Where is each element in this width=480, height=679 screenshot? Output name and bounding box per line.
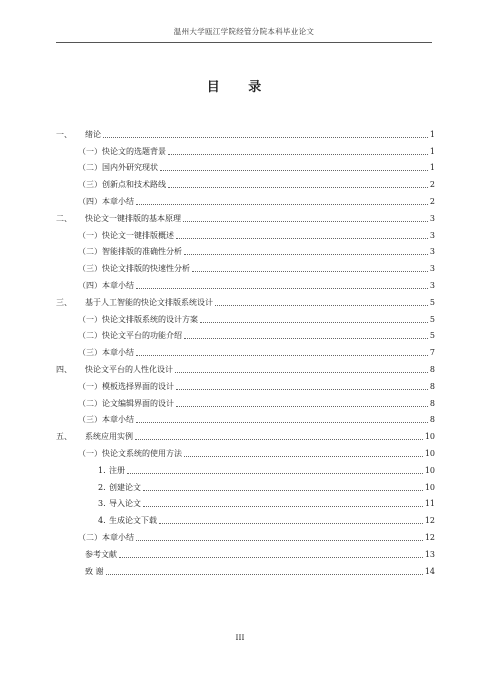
toc-entry	[56, 190, 435, 207]
toc-entry-title: （三）快论文排版的快速性分析	[78, 264, 190, 274]
toc-dot-leader	[136, 422, 428, 423]
page-number: III	[235, 633, 245, 642]
toc-entry	[56, 157, 435, 174]
toc-entry-page: 1	[429, 129, 435, 139]
toc-entry	[56, 392, 435, 409]
toc-dot-leader	[119, 557, 423, 558]
toc-entry	[56, 140, 435, 157]
toc-entry	[56, 224, 435, 241]
toc-entry-number: 三、	[56, 297, 72, 307]
toc-dot-leader	[106, 574, 423, 575]
toc-dot-leader	[184, 456, 423, 457]
toc-entry-page: 3	[429, 264, 435, 274]
toc-entry-page: 14	[424, 566, 435, 576]
toc-dot-leader	[127, 473, 423, 474]
toc-entry-number: 五、	[56, 432, 72, 442]
toc-entry	[56, 442, 435, 459]
toc-entry-number: 一、	[56, 129, 72, 139]
toc-dot-leader	[143, 506, 423, 507]
toc-entry-title: （三）创新点和技术路线	[78, 180, 166, 190]
toc-dot-leader	[183, 221, 428, 222]
toc-entry-number: 2.	[98, 482, 106, 492]
toc-entry-title: （二）智能排版的准确性分析	[78, 247, 182, 257]
toc-entry	[56, 173, 435, 190]
toc-entry-page: 7	[429, 348, 435, 358]
toc-entry-title: （四）本章小结	[78, 196, 134, 206]
toc-entry	[56, 375, 435, 392]
toc-dot-leader	[136, 355, 428, 356]
toc-entry-page: 5	[429, 331, 435, 341]
toc-entry-title: 参考文献	[85, 549, 117, 559]
toc-entry-number: 四、	[56, 364, 72, 374]
running-header: 温州大学瓯江学院经管分院本科毕业论文	[173, 27, 315, 36]
toc-entry-page: 13	[424, 549, 435, 559]
toc-entry-title: （二）本章小结	[78, 532, 134, 542]
toc-entry-page: 5	[429, 314, 435, 324]
toc-entry	[56, 560, 435, 577]
toc-entry-page: 5	[429, 297, 435, 307]
toc-dot-leader	[184, 338, 428, 339]
toc-entry	[56, 409, 435, 426]
toc-entry-page: 3	[429, 230, 435, 240]
toc-entry	[56, 493, 435, 510]
toc-entry-title: 快论文一键排版的基本原理	[85, 213, 181, 223]
toc-entry-number: 4.	[98, 516, 106, 526]
toc-entry-number: 1.	[98, 465, 106, 475]
toc-entry-page: 2	[429, 196, 435, 206]
toc-entry-title: 快论文平台的人性化设计	[85, 364, 173, 374]
toc-entry-page: 3	[429, 213, 435, 223]
toc-dot-leader	[136, 540, 423, 541]
toc-entry-page: 8	[429, 381, 435, 391]
toc-entry-page: 8	[429, 415, 435, 425]
header-rule	[56, 42, 432, 43]
toc-entry	[56, 207, 435, 224]
toc-entry-title: （四）本章小结	[78, 280, 134, 290]
toc-entry	[56, 425, 435, 442]
toc-entry-title: 注册	[109, 465, 125, 475]
toc-entry-page: 3	[429, 247, 435, 257]
toc-entry-number: 二、	[56, 213, 72, 223]
toc-dot-leader	[159, 523, 423, 524]
toc-entry-title: 系统应用实例	[85, 432, 133, 442]
toc-dot-leader	[192, 271, 428, 272]
toc-dot-leader	[168, 187, 428, 188]
toc-entry	[56, 123, 435, 140]
toc-title: 目 录	[206, 80, 274, 95]
toc-entry-page: 12	[424, 516, 435, 526]
toc-entry-page: 2	[429, 180, 435, 190]
toc-entry	[56, 459, 435, 476]
toc-entry-page: 12	[424, 532, 435, 542]
toc-entry	[56, 509, 435, 526]
toc-entry-page: 1	[429, 146, 435, 156]
toc-entry	[56, 543, 435, 560]
toc-entry-title: 绪论	[85, 129, 101, 139]
toc-dot-leader	[143, 490, 423, 491]
toc-entry	[56, 341, 435, 358]
toc-entry-title: （二）论文编辑界面的设计	[78, 398, 174, 408]
toc-dot-leader	[176, 389, 428, 390]
toc-entry-page: 10	[424, 465, 435, 475]
toc-entry	[56, 476, 435, 493]
toc-entry-title: （三）本章小结	[78, 348, 134, 358]
toc-dot-leader	[160, 170, 428, 171]
toc-entry-page: 10	[424, 448, 435, 458]
toc-entry	[56, 308, 435, 325]
toc-dot-leader	[136, 204, 428, 205]
toc-entry-page: 8	[429, 398, 435, 408]
toc-entry-title: （一）快论文排版系统的设计方案	[78, 314, 198, 324]
toc-entry-page: 10	[424, 432, 435, 442]
toc-dot-leader	[103, 137, 428, 138]
toc-entry-title: （一）快论文一键排版概述	[78, 230, 174, 240]
toc-dot-leader	[215, 305, 428, 306]
toc-entry-title: 生成论文下载	[109, 516, 157, 526]
toc-entry-title: 致 谢	[85, 566, 104, 576]
toc-dot-leader	[176, 406, 428, 407]
toc-entry	[56, 257, 435, 274]
toc-dot-leader	[136, 288, 428, 289]
toc-entry	[56, 241, 435, 258]
toc-entry-title: 基于人工智能的快论文排版系统设计	[85, 297, 213, 307]
toc-entry-page: 11	[424, 499, 435, 509]
toc-entry	[56, 291, 435, 308]
toc-entry-title: 导入论文	[109, 499, 141, 509]
toc-entry-title: （一）模板选择界面的设计	[78, 381, 174, 391]
toc-dot-leader	[175, 372, 428, 373]
toc-dot-leader	[200, 322, 428, 323]
toc-entry	[56, 358, 435, 375]
toc-entry	[56, 274, 435, 291]
toc-entry-title: （一）快论文系统的使用方法	[78, 448, 182, 458]
toc-entry-title: （一）快论文的选题背景	[78, 146, 166, 156]
toc-dot-leader	[168, 154, 428, 155]
toc-entry-title: （二）国内外研究现状	[78, 163, 158, 173]
toc-entry-page: 8	[429, 364, 435, 374]
toc-entry-page: 10	[424, 482, 435, 492]
toc-dot-leader	[184, 254, 428, 255]
toc-entry-title: （二）快论文平台的功能介绍	[78, 331, 182, 341]
toc-entry	[56, 526, 435, 543]
toc-dot-leader	[176, 238, 428, 239]
toc-entry-number: 3.	[98, 499, 106, 509]
table-of-contents	[56, 123, 435, 577]
toc-entry-page: 1	[429, 163, 435, 173]
toc-entry-page: 3	[429, 280, 435, 290]
toc-entry	[56, 325, 435, 342]
toc-dot-leader	[135, 439, 423, 440]
toc-entry-title: 创建论文	[109, 482, 141, 492]
toc-entry-title: （三）本章小结	[78, 415, 134, 425]
